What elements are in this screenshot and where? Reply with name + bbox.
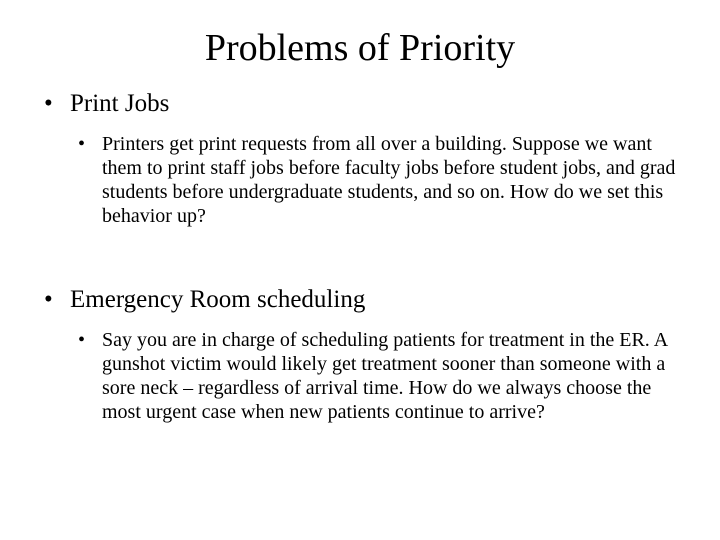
- bullet-glyph: •: [44, 90, 53, 117]
- bullet-label: Print Jobs: [70, 90, 170, 117]
- sub-bullet-glyph: •: [78, 329, 86, 351]
- sub-bullet-glyph: •: [78, 133, 86, 155]
- sub-bullet-text: Printers get print requests from all over a building. Suppose we want them to print staff jobs before faculty jobs before student jobs, and grad students before undergraduate students, and so on. How do we set this behavior up?: [102, 133, 676, 227]
- bullet-label: Emergency Room scheduling: [70, 286, 366, 313]
- slide-title: Problems of Priority: [204, 27, 516, 69]
- bullet-glyph: •: [44, 286, 53, 313]
- sub-bullet-text: Say you are in charge of scheduling patients for treatment in the ER. A gunshot victim would likely get treatment sooner than someone with a sore neck – regardless of arrival time. How do we always choose the most urgent case when new patients continue to arrive?: [102, 329, 668, 423]
